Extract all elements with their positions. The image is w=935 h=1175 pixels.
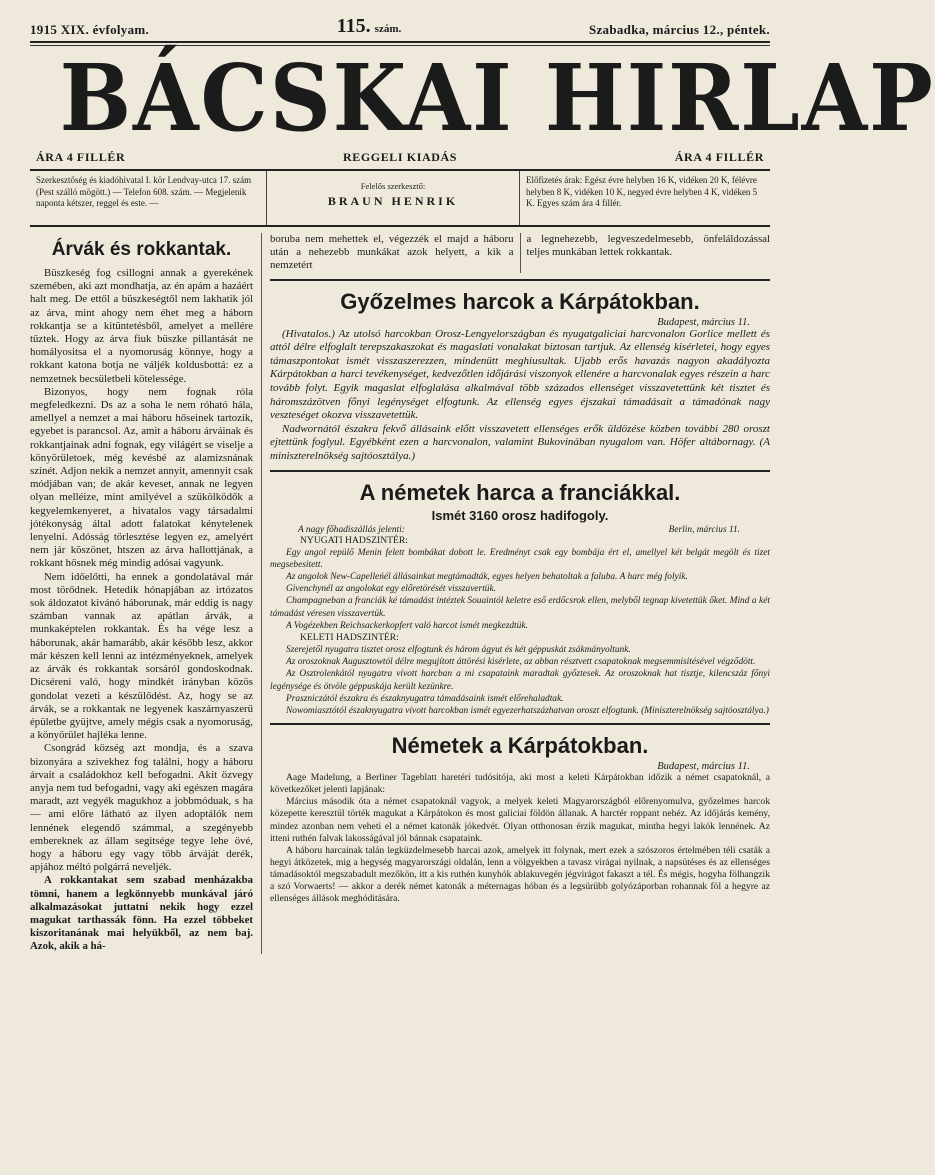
price-left: ÁRA 4 FILLÉR	[36, 150, 126, 164]
east-front-heading: KELETI HADSZINTÉR:	[300, 631, 399, 643]
left-paragraph: Csongrád község azt mondja, és a szava bizonyára a szivekhez fog találni, hogy a háboru árvait a családokhoz kell befogadni. Akit özvegy anyja nem tud befogadni, vagy aki egészen magára maradt, azt vegyék magukhoz a jobbmóduak, s ha — ami előre látható az ilyen adoptálók nem lennének elegendő számmal, a szegényebb embereknek az állam segitsége tegye lehe övé, hogy a háboru egy vagy több árváját derék, apjához méltó polgárrá neveljék.	[30, 742, 253, 874]
editor-label: Felelős szerkesztő:	[360, 181, 426, 191]
west-report: Givenchynél az angolokat egy előretörését visszavertük.	[286, 584, 497, 595]
left-paragraph: Bizonyos, hogy nem fognak róla megfeledkezni. Ds az a soha le nem róható hála, amellyel a nemzet a mai háboru hőseinek tartozik, egyebet is parancsol. Az, amit a háboru árváinak és rokkantjainak adni fognak, egy világért se viselje a könyörületoek, még kevésbé az alamizsnának színét. Adjon nekik a nemzet annyit, amennyit csak módjában van; de akár keveset, annak ne legyen olyan melléize, mint amilyével a szükölködők a kegyelemkenyeret, a hivatalos vagy társadalmi jótékonyság által adott falatokat kénytelenek lenyelni. Adósság törlesztése legyen ez, amelyért nem jár köszönet, htszen az árva hallottjának, a rokkant hősnek még mindig adósai vagyunk.	[30, 385, 253, 570]
article3-paragraph: Aage Madelung, a Berliner Tageblatt haretéri tudósitója, aki most a keleti Kárpátokban időzik a német csapatoknál, a következőket jelenti lapjának:	[270, 772, 770, 796]
right-column	[262, 233, 770, 954]
left-paragraph: Büszkeség fog csillogni annak a gyerekének szemében, aki azt mondhatja, az én apám a hazáért halt meg. De ettől a büszkeségtől nem lakhatik jól az árva, mint ahogy nem éhet meg a háborn rokkantja se a kitüntetésből, amelyet a mellére tűztek. Hogy az árva fiuk büszke pillantását ne homályositsa el a nyomoruság könnye, hogy a rokkant katona botja ne váljék koldusbottá: ez a nemzetnek becsületbeli kötelessége.	[30, 267, 253, 385]
east-report: Az Osztrolenkától nyugatra vívott harcban a mi csapataink maradtak győztesek. Az oroszoknak hat tisztje, kilencszáz főnyi legénysége és ötvöle géppuskája került kezünkre.	[270, 669, 770, 692]
issue-number-label: szám.	[374, 23, 402, 35]
continuation-col-a: boruba nem mehettek el, végezzék el majd a háboru után a nehezebb munkákat azok helyett, a kik a nemzetért	[270, 233, 521, 273]
east-report: Szerejetől nyugatra tisztet orosz elfogtunk és három ágyut és két géppuskát zsákmányoltunk.	[286, 644, 631, 655]
east-report: Nowomiasztótól északnyugatra vívott harcokban ismét egyezerhatszázhatvan oroszt elfogtunk. (Miniszterelnökség sajtóosztálya.)	[286, 705, 769, 716]
volume-year: 1915 XIX. évfolyam.	[30, 22, 150, 37]
west-report: Champagneban a franciák ké támadást intéztek Souaintól keletre eső erdőcsrok ellen, melyből tegnap kivetettük őket. Mind a két támadást véresen visszavertük.	[270, 596, 770, 619]
left-paragraph: Nem időelőtti, ha ennek a gondolatával már most törődnek. Hetedik hónapjában az irtózatos sok áldozatot kivánó háborunak, már eddig is nagy számban vannak az apátlan árvák, a munkaképtelen rokkantak. És ha vége lesz a háborunak, akár hamarább, akár később lesz, akkor már készen kell lenni az intézményeknek, amelyek az árvák és rokkantak sorsáról gondoskodnak. Dicséreni való, hogy mindkét irányban közös gondolat vezeti a készülődést. Az, hogy se az árvák, se a rokkantak ne legyenek kaszárnyaszerű épületbe gyüjtve, amely mégis csak a nyomoruság, a könyörület hajléka lenne.	[30, 570, 253, 742]
article2-source: A nagy főhadiszállás jelenti:	[298, 524, 405, 535]
article2-dateline: Berlin, március 11.	[668, 524, 740, 535]
section-rule	[270, 723, 770, 725]
west-report: A Vogézekben Reichsackerkopfert való harcot ismét megkezdtük.	[286, 620, 528, 631]
continuation-col-b: a legnehezebb, legveszedelmesebb, önfeláldozással teljes munkában lettek rokkantak.	[526, 233, 770, 259]
left-column	[30, 233, 262, 954]
east-report: Az oroszoknak Augusztowtól délre megujított áttörési kisérlete, az abban résztvett csapatoknak megsemmisitésével végződött.	[286, 657, 756, 668]
issue-number-value: 115.	[336, 15, 371, 37]
issue-bar	[30, 12, 770, 38]
left-article-title: Árvák és rokkantak.	[51, 239, 232, 260]
article2-subtitle: Ismét 3160 orosz hadifogoly.	[431, 507, 609, 523]
editor-name: BRAUN HENRIK	[327, 193, 459, 208]
info-box	[30, 169, 770, 227]
subscription-info: Előfizetés árak: Egész évre helyben 16 K, vidéken 20 K, félévre helyben 8 K, vidéken 10 K, negyed évre helyben 4 K, vidéken 5 K. Egyes szám ára 4 fillér.	[526, 175, 758, 208]
article3-paragraph: A háboru harcainak talán legküzdelmesebb harcai azok, amelyek itt folynak, mert ezek a szószoros értelmében téli csaták a hegyi átközetek, mig a hegység magyarországi oldalán, lenn a völgyekben a tavasz virágai nyilnak, a napsütéses és az ellenséges támadásoktól megszabadult mezőkön, itt a kis ruthén kunyhók ablakuvegén jégvirágot fakaszt a tél. És mégis, hogyha fölhangzik a szó Vorwaerts! — akkor a derék német katonák a méternagas hóban és a legsürübb golyózáporban rohannak föl a hegyre az ellenséges állások meghóditására.	[270, 844, 770, 905]
article3-paragraph: Március második óta a német csapatoknál vagyok, a melyek keleti Magyarországból előrenyomulva, győzelmes harcok közepette keresztül törték magukat a Kárpátokon és most galiciai földön állanak. A harctér roppant nehéz. Az időjárás kemény, mindez azonban nem veheti el a német katonák jókedvét. Olyan otthonosan érzik magukat, mintha hegyi lakók lennének. Az itteni ruthén falvak lakosságával jól bánnak csapataink.	[270, 796, 770, 844]
masthead-subbar	[30, 150, 770, 165]
article1-title: Győzelmes harcok a Kárpátokban.	[340, 288, 700, 314]
article2-source-line	[270, 525, 770, 535]
west-report: Az angolok New-Capelleńél állásainkat megtámadták, egyes helyen behatoltak a faluba. A harc még folyik.	[286, 571, 688, 582]
left-bold-paragraph: A rokkantakat sem szabad menházakba tömni, hanem a legkönnyebb munkával járó alkalmazásokat juttatni nekik hogy ezzel magukat tarthassák fönn. Ha ezzel többeket kiszoritanának mai helyükből, az nem baj. Azok, akik a há-	[30, 874, 253, 953]
article3-title: Németek a Kárpátokban.	[391, 733, 649, 759]
top-rule	[30, 41, 770, 43]
place-date: Szabadka, március 12., péntek.	[588, 22, 770, 37]
masthead-title: BÁCSKAI HIRLAP	[59, 44, 935, 152]
editor-info	[266, 171, 520, 225]
price-right: ÁRA 4 FILLÉR	[674, 150, 764, 164]
article3-dateline: Budapest, március 11.	[657, 761, 750, 773]
office-info: Szerkesztőség és kiadóhivatal I. kör Lendvay-utca 17. szám (Pest szálló mögött.) — Telefon 608. szám. — Megjelenik naponta kétszer, reggel és este. —	[36, 175, 252, 208]
article1-paragraph: Nadwornától északra fekvő állásaink előtt visszavetett ellenséges erők üldözése közben további 280 oroszt ejtettünk foglyul. Egyébként ezen a harcvonalon, valamint Bukovinában nyugalom van. Höfer altábornagy. (A miniszterelnökség sajtóosztálya.)	[270, 422, 770, 462]
continuation-row	[270, 233, 770, 273]
section-rule	[270, 470, 770, 472]
west-front-heading: NYUGATI HADSZINTÉR:	[300, 534, 408, 546]
east-report: Praszniczától északra és északnyugatra támadásaink ismét előrehaladtak.	[286, 693, 564, 704]
article1-paragraph: (Hivatalos.) Az utolsó harcokban Orosz-Lengyelországban és nyugatgaliciai harcvonalon Gorlice mellett és attól délre elfoglalt terepszakaszokat és magaslati vonalakat biztosan tartjuk. Az ellenség kisérletei, hogy egyes támaszpontokat ismét visszaszerezzen, mindenütt meghiusultak. Ujabb erős havazás nagyon akadályozta Kárpátokban a harci tevékenységet, kedvezőtlen időjárási viszonyok ellenére a harcvonalak egyes részein a harc tovább folyt. Egyik magaslat elfoglalása alkalmával több százados ellenséget visszavetettünk két tisztet és háromszázötven főnyi legénységet elfogtunk. Az ellenség egyes éjszakai támadásait a támadónak nagy veszteséget okozva visszavetettük.	[270, 327, 770, 422]
west-report: Egy angol repülő Menin felett bombákat dobott le. Eredményt csak egy bombája ért el, amellyel két belgát megölt és tizet megsebesitett.	[270, 547, 770, 570]
page-body	[30, 233, 770, 954]
edition-label: REGGELI KIADÁS	[342, 150, 458, 164]
section-rule	[270, 279, 770, 281]
article2-title: A németek harca a franciákkal.	[359, 479, 681, 505]
article1-dateline: Budapest, március 11.	[657, 316, 750, 328]
issue-number	[337, 15, 401, 38]
